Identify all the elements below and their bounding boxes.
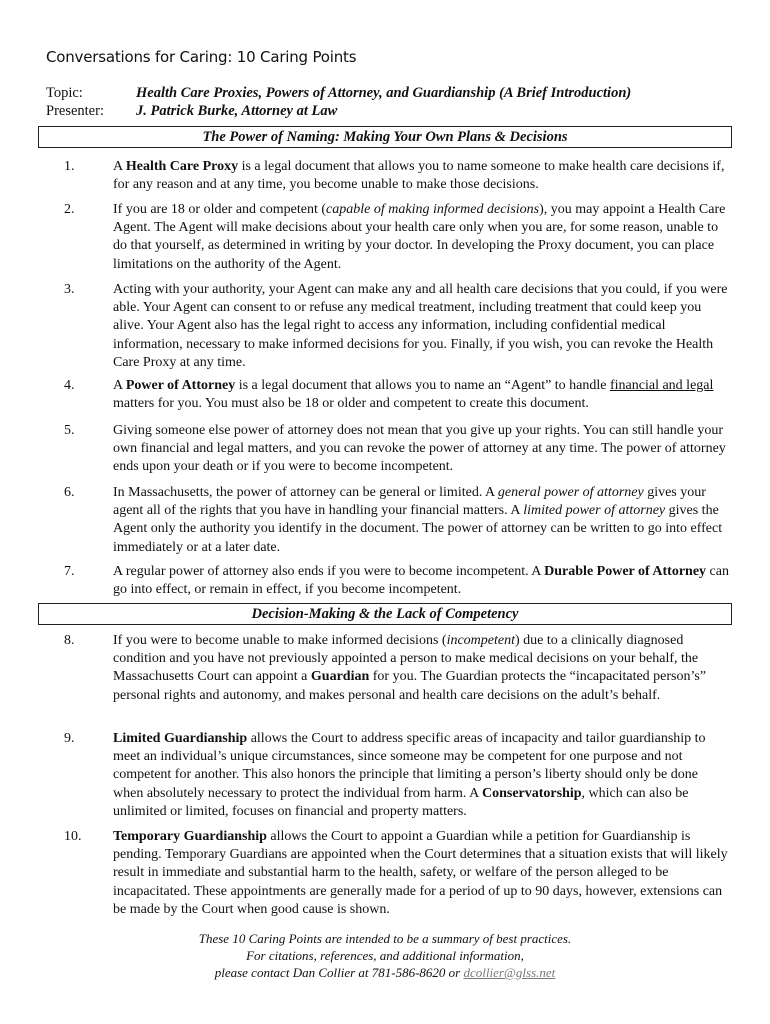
- document-meta: [46, 84, 736, 120]
- topic-value: Health Care Proxies, Powers of Attorney, and Guardianship (A Brief Introduction): [136, 85, 632, 101]
- caring-point-text: [113, 730, 730, 821]
- text-run: A: [113, 159, 126, 174]
- text-run: In Massachusetts, the power of attorney can be general or limited. A: [113, 485, 498, 500]
- italic-term: general power of attorney: [497, 485, 644, 500]
- caring-point-text: [113, 484, 730, 557]
- caring-point-number: 8.: [64, 633, 75, 648]
- caring-point-text: [113, 828, 730, 919]
- bold-term: Guardian: [310, 669, 370, 685]
- topic-row: [46, 84, 736, 102]
- caring-point-number: 10.: [64, 829, 82, 844]
- text-run: gives your agent all of the rights that you have in handling your financial matters. A: [113, 485, 706, 519]
- footer-line-3: [0, 964, 770, 981]
- text-run: ) due to a clinically diagnosed condition and you have not previously appointed a person to make medical decisions on your behalf, the Massachusetts Court can appoint a: [113, 633, 699, 685]
- bold-term: Health Care Proxy: [125, 159, 239, 174]
- footer-line-1: These 10 Caring Points are intended to be a summary of best practices.: [198, 931, 572, 946]
- caring-point-number: 2.: [64, 202, 75, 217]
- text-run: can go into effect, or remain in effect, if you become incompetent.: [113, 564, 729, 598]
- bold-term: Temporary Guardianship: [113, 829, 267, 844]
- text-run: A: [113, 378, 126, 393]
- caring-point-text: [113, 201, 730, 274]
- presenter-row: [46, 102, 736, 120]
- underlined-term: financial and legal: [610, 378, 714, 393]
- document-title: Conversations for Caring: 10 Caring Points: [46, 48, 357, 66]
- footer-contact-text: please contact Dan Collier at 781-586-8620 or: [214, 965, 464, 980]
- text-run: A regular power of attorney also ends if you were to become incompetent. A: [113, 564, 545, 579]
- footer-line-2: For citations, references, and additional information,: [246, 948, 524, 963]
- caring-point-number: 4.: [64, 378, 75, 393]
- caring-point-text: [113, 563, 730, 599]
- text-run: matters for you. You must also be 18 or older and competent to create this document.: [113, 396, 589, 412]
- italic-term: limited power of attorney: [523, 503, 666, 519]
- presenter-value: J. Patrick Burke, Attorney at Law: [136, 103, 338, 119]
- caring-point-number: 9.: [64, 731, 75, 746]
- section-heading-naming: The Power of Naming: Making Your Own Plans & Decisions: [38, 126, 732, 148]
- caring-point-text: [113, 281, 730, 372]
- text-run: allows the Court to appoint a Guardian while a petition for Guardianship is pending. Temporary Guardians are appointed when the Court determines that a situation exists that will likely result in immediate and substantial harm to the health, safety, or welfare of the person alleged to be incapacitated. These appointments are generally made for a period of up to 90 days, however, extensions can be made by the Court when good cause is shown.: [113, 829, 728, 917]
- bold-term: Limited Guardianship: [113, 731, 248, 746]
- caring-point-number: 5.: [64, 423, 75, 438]
- italic-term: capable of making informed decisions: [326, 202, 540, 217]
- text-run: allows the Court to address specific areas of incapacity and tailor guardianship to meet an individual’s unique circumstances, since someone may be competent for one purpose and not competent for another. This also honors the principle that limiting a person’s liberty should only be done when absolutely necessary to protect the individual from harm. A: [113, 731, 706, 801]
- text-run: is a legal document that allows you to name someone to make health care decisions if, for any reason and at any time, you become unable to make those decisions.: [113, 159, 725, 193]
- presenter-label: Presenter:: [46, 103, 104, 119]
- text-run: is a legal document that allows you to name an “Agent” to handle: [235, 378, 610, 393]
- caring-point-number: 3.: [64, 282, 75, 297]
- text-run: ), you may appoint a Health Care Agent. The Agent will make decisions about your health care only when you are, for some reason, unable to do that yourself, as determined in writing by your doctor. In developing the Proxy document, you can place limitations on the authority of the Agent.: [113, 202, 726, 272]
- text-run: Acting with your authority, your Agent can make any and all health care decisions that you could, if you were able. Your Agent can consent to or refuse any medical treatment, including treatment that could keep you alive. Your Agent also has the legal right to access any information, including confidential medical information, necessary to make informed decisions for you. Finally, if you wish, you can revoke the Health Care Proxy at any time.: [113, 282, 728, 370]
- caring-point-number: 6.: [64, 485, 75, 500]
- bold-term: Conservatorship: [481, 785, 582, 801]
- contact-email-link[interactable]: dcollier@glss.net: [463, 965, 556, 980]
- section-heading-competency: Decision-Making & the Lack of Competency: [38, 603, 732, 625]
- caring-point-text: [113, 158, 730, 194]
- caring-point-text: [113, 422, 730, 477]
- caring-point-text: [113, 377, 730, 413]
- text-run: Giving someone else power of attorney does not mean that you give up your rights. You can still handle your own financial and legal matters, and you can revoke the power of attorney at any time. The power of attorney ends upon your death or if you were to become incompetent.: [113, 423, 726, 475]
- footer: [0, 930, 770, 981]
- caring-point-text: [113, 632, 730, 705]
- bold-term: Power of Attorney: [125, 378, 236, 393]
- text-run: , which can also be unlimited or limited, focuses on financial and property matters.: [113, 785, 689, 819]
- text-run: for you. The Guardian protects the “incapacitated person’s” personal rights and autonomy, and makes personal and health care decisions on the adult’s behalf.: [113, 669, 707, 703]
- caring-point-number: 7.: [64, 564, 75, 579]
- topic-label: Topic:: [46, 85, 83, 101]
- text-run: If you are 18 or older and competent (: [113, 202, 327, 217]
- text-run: If you were to become unable to make informed decisions (: [113, 633, 447, 648]
- text-run: gives the Agent only the authority you identify in the document. The power of attorney can be written to go into effect immediately or at a later date.: [113, 503, 723, 555]
- bold-term: Durable Power of Attorney: [544, 564, 707, 579]
- caring-point-number: 1.: [64, 159, 75, 174]
- italic-term: incompetent: [446, 633, 515, 648]
